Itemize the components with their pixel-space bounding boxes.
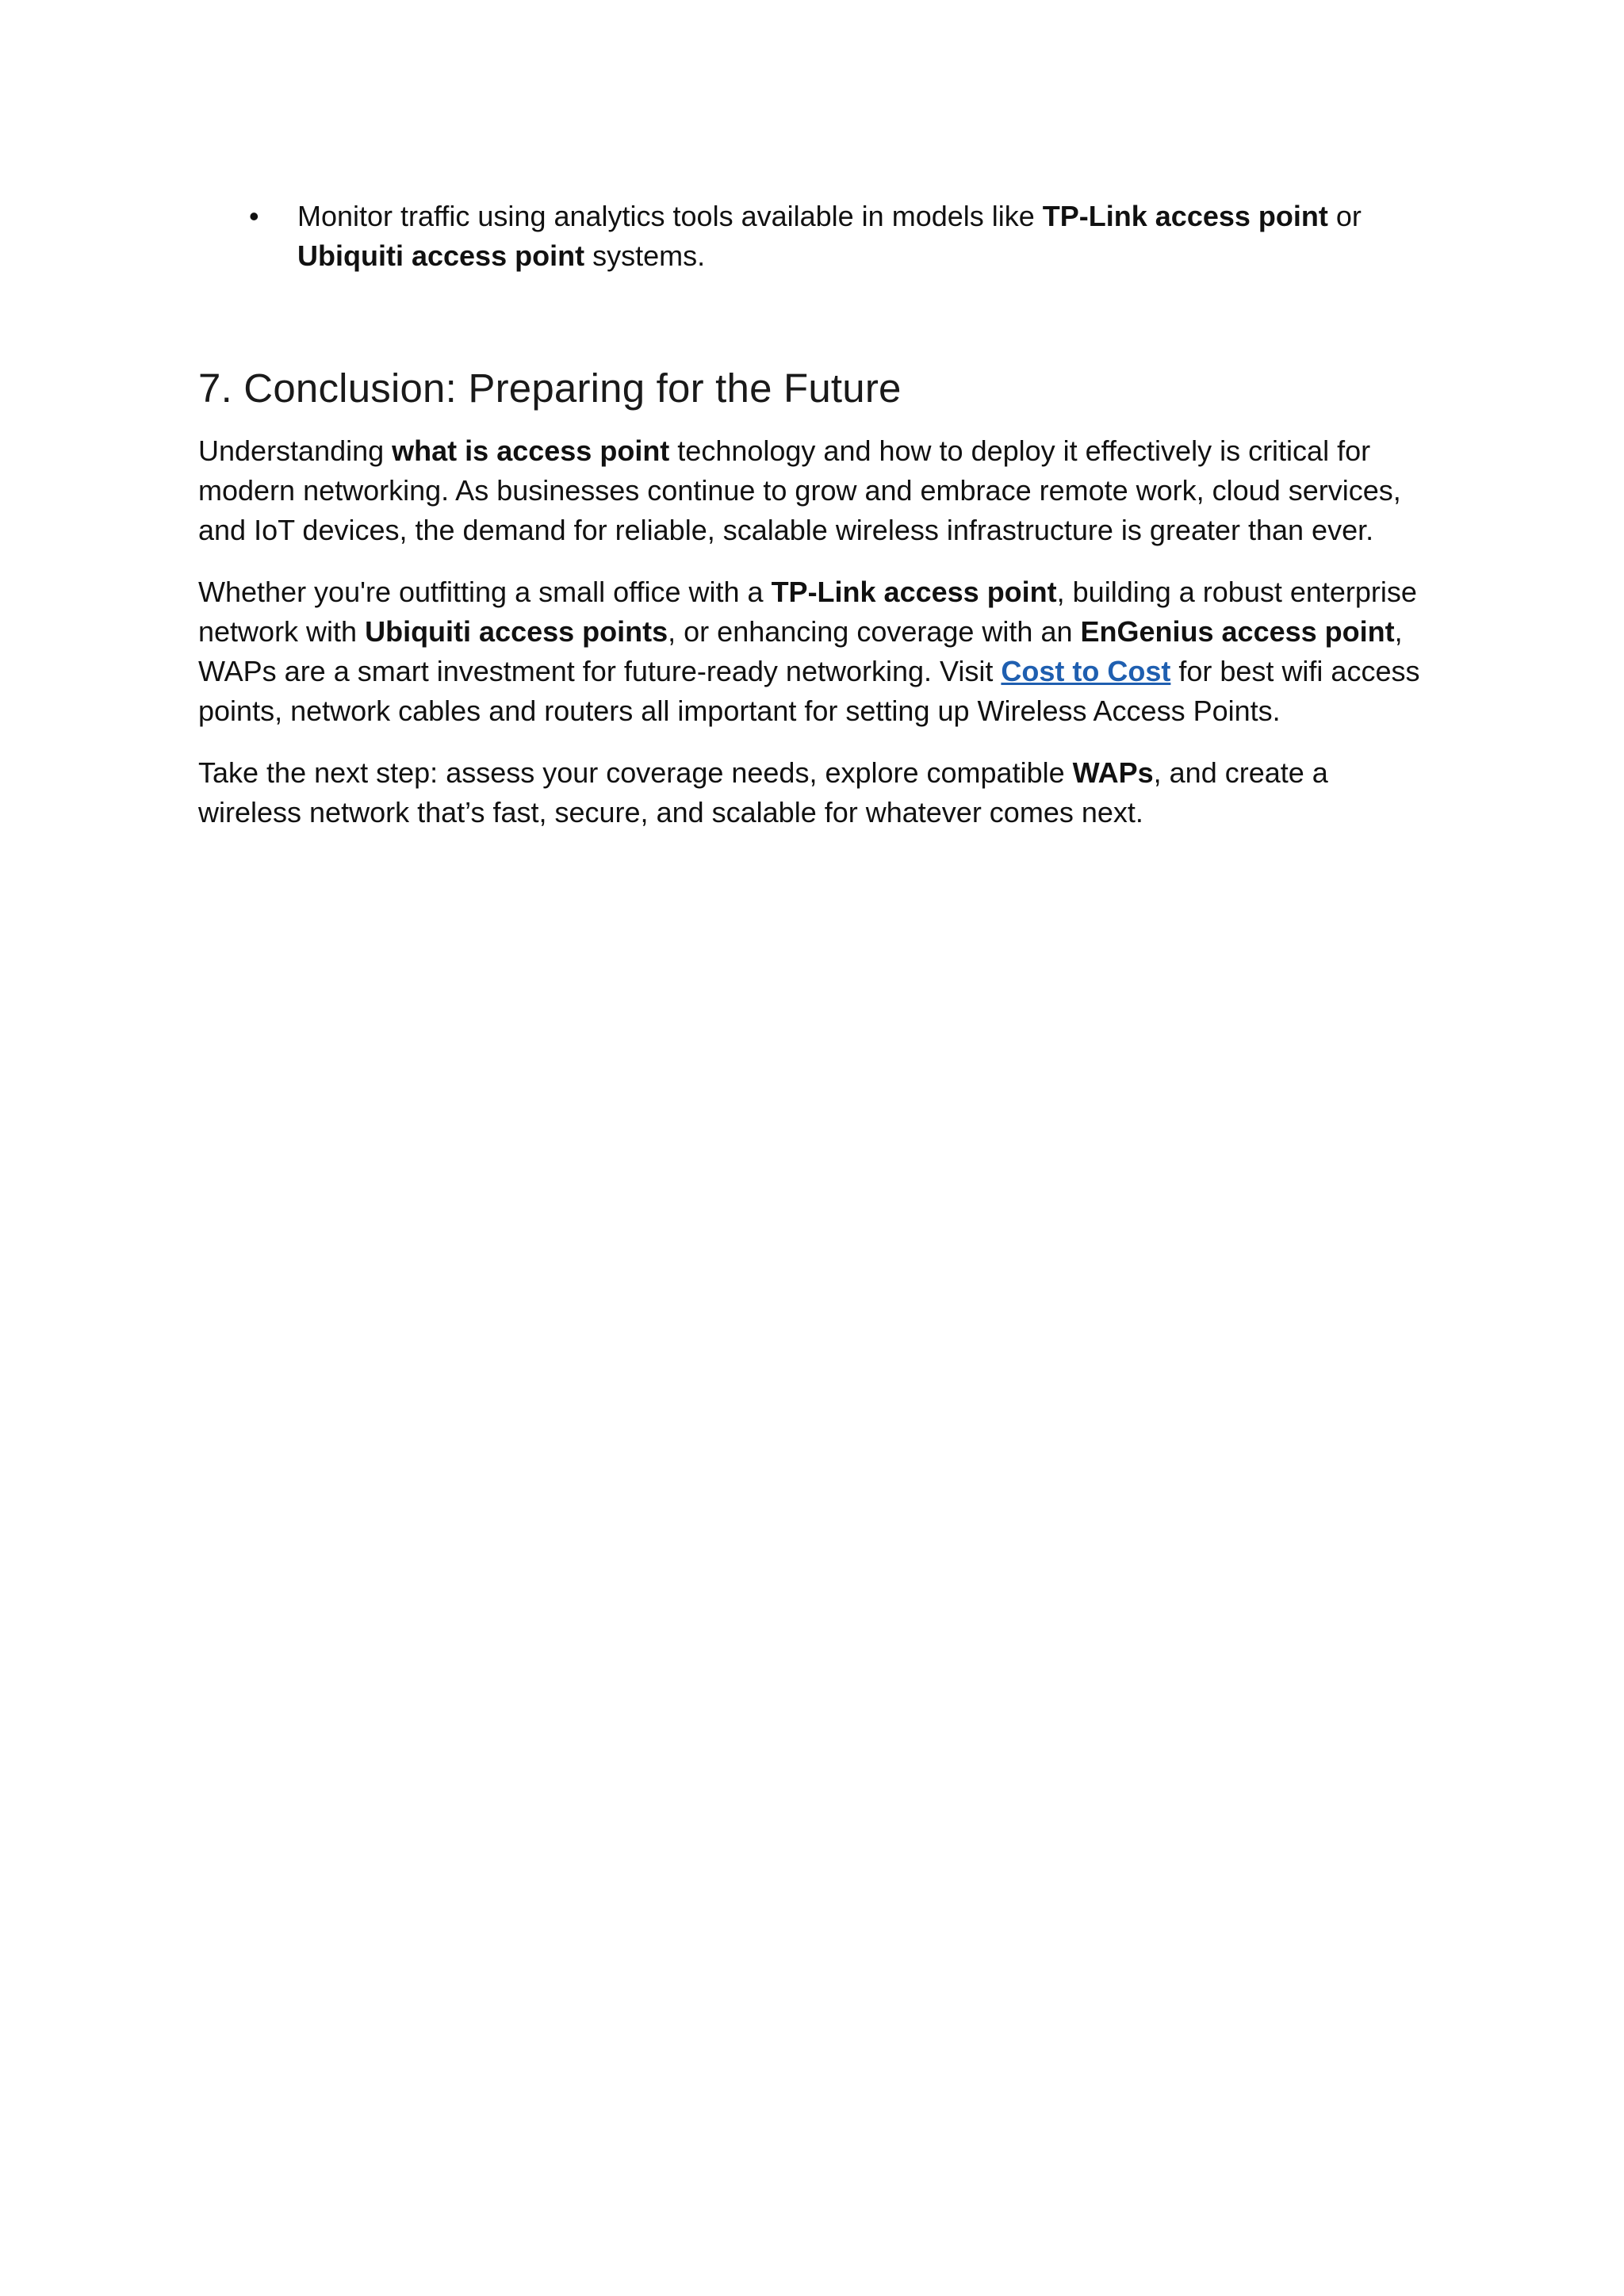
- bullet-list: [198, 197, 1435, 276]
- paragraph-text: Whether you're outfitting a small office with a: [198, 576, 772, 608]
- paragraph-next-step: [198, 753, 1435, 832]
- paragraph-text: , or enhancing coverage with an: [668, 615, 1081, 648]
- section-heading: 7. Conclusion: Preparing for the Future: [198, 365, 902, 411]
- bullet-text: or: [1327, 200, 1362, 232]
- bullet-bold-tplink: TP-Link access point: [1042, 200, 1328, 232]
- paragraph-text: technology and how to deploy it effectively is critical for modern networking. As businesses continue to grow and embrace remote work, cloud services, and IoT devices, the demand for reliable, scalable wireless infrastructure is greater than ever.: [198, 434, 1401, 546]
- bold-term: TP-Link access point: [771, 576, 1057, 608]
- bullet-icon: •: [249, 200, 259, 232]
- bullet-text: Monitor traffic using analytics tools available in models like: [297, 200, 1043, 232]
- bold-term: Ubiquiti access points: [365, 615, 668, 648]
- paragraph-text: , WAPs are a smart investment for future-ready networking. Visit: [198, 615, 1403, 687]
- paragraph-text: for best wifi access points, network cables and routers all important for setting up Wireless Access Points.: [198, 655, 1420, 727]
- bullet-bold-ubiquiti: Ubiquiti access point: [297, 239, 585, 272]
- list-item: [198, 197, 1435, 276]
- bold-term: what is access point: [392, 434, 670, 467]
- paragraph-text: , and create a wireless network that’s fast, secure, and scalable for whatever comes next.: [198, 756, 1328, 828]
- page-content: [198, 197, 1435, 832]
- paragraph-text: Take the next step: assess your coverage needs, explore compatible: [198, 756, 1073, 789]
- paragraph-text: , building a robust enterprise network with: [198, 576, 1417, 648]
- paragraph-intro: [198, 431, 1435, 550]
- paragraph-text: Understanding: [198, 434, 393, 467]
- bullet-text: systems.: [584, 239, 706, 272]
- cost-to-cost-link[interactable]: Cost to Cost: [1001, 655, 1171, 687]
- bold-term: EnGenius access point: [1080, 615, 1395, 648]
- bold-term: WAPs: [1072, 756, 1154, 789]
- paragraph-options: [198, 572, 1435, 731]
